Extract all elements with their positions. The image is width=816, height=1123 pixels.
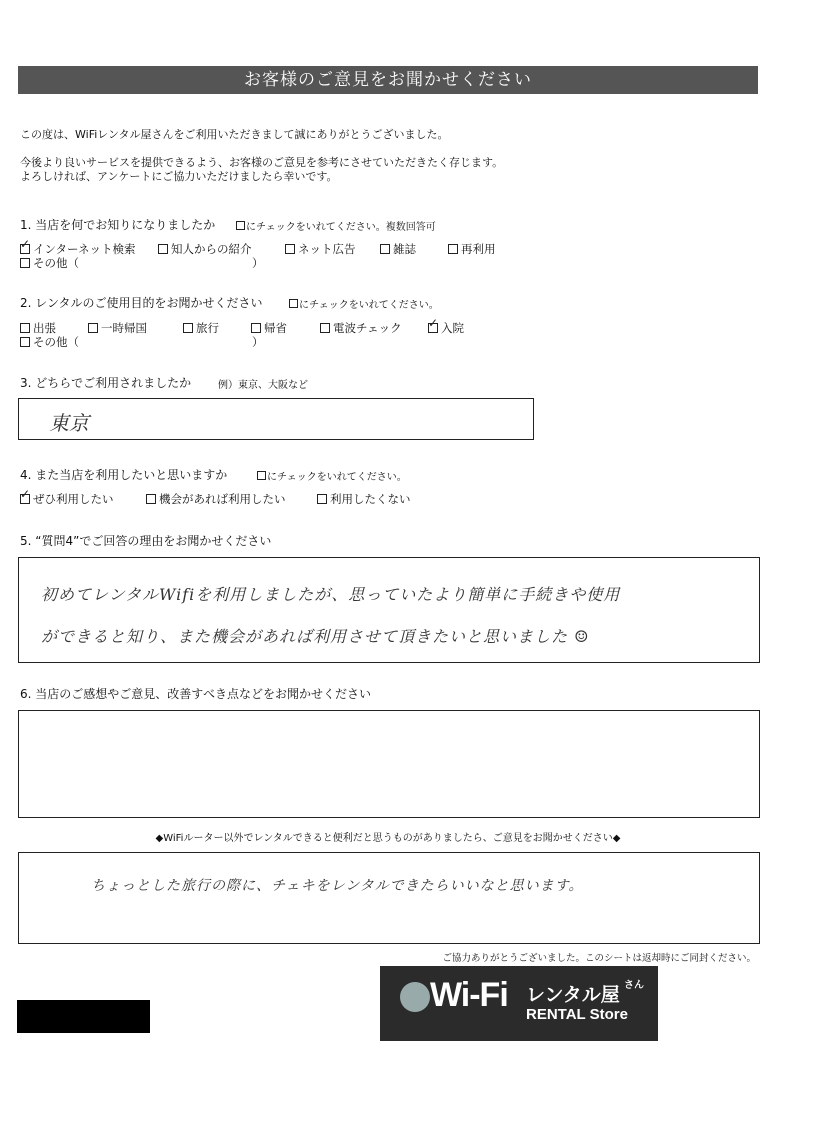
q1-option-other[interactable] <box>20 255 79 271</box>
q4-hint-text: にチェックをいれてください。 <box>267 472 407 483</box>
q2-option-travel[interactable] <box>183 320 219 336</box>
checkbox-checked-icon[interactable] <box>20 244 30 254</box>
q7-answer: ちょっとした旅行の際に、チェキをレンタルできたらいいなと思います。 <box>91 878 584 894</box>
q4-option-label: 利用したくない <box>330 492 411 506</box>
q7-title: ◆WiFiルーター以外でレンタルできると便利だと思うものがありましたら、ご意見をお聞かせください◆ <box>155 833 621 844</box>
q4-option-definitely[interactable] <box>20 491 114 507</box>
q4-option-if-chance[interactable] <box>146 491 286 507</box>
q4-option-label: 機会があれば利用したい <box>159 492 286 506</box>
q5-title: 5. “質問4”でご回答の理由をお聞かせください <box>20 534 272 548</box>
q6-answer-box[interactable] <box>18 710 760 818</box>
q3-title: 3. どちらでご利用されましたか <box>20 376 192 390</box>
checkbox-icon[interactable] <box>183 323 193 333</box>
checkbox-icon[interactable] <box>158 244 168 254</box>
q2-hint-text: にチェックをいれてください。 <box>299 300 439 311</box>
checkbox-icon[interactable] <box>20 337 30 347</box>
q5-answer-line-1: 初めてレンタルWifiを利用しましたが、思っていたより簡単に手続きや使用 <box>41 585 621 604</box>
q1-option-label: 再利用 <box>461 242 496 256</box>
checkbox-icon[interactable] <box>380 244 390 254</box>
q1-other-close: ） <box>252 256 264 270</box>
checkbox-legend-icon <box>257 471 266 480</box>
q1-title: 1. 当店を何でお知りになりましたか <box>20 218 216 232</box>
logo-store-text: RENTAL Store <box>526 1006 628 1023</box>
q2-title: 2. レンタルのご使用目的をお聞かせください <box>20 296 263 310</box>
checkbox-icon[interactable] <box>146 494 156 504</box>
q2-option-label: 一時帰国 <box>101 321 147 335</box>
checkbox-icon[interactable] <box>251 323 261 333</box>
q1-option-label: 雑誌 <box>393 242 416 256</box>
q6-title: 6. 当店のご感想やご意見、改善すべき点などをお聞かせください <box>20 687 372 701</box>
intro-line-2: 今後より良いサービスを提供できるよう、お客様のご意見を参考にさせていただきたく存じます。 <box>20 156 504 169</box>
q4-option-label: ぜひ利用したい <box>33 492 114 506</box>
q1-option-magazine[interactable] <box>380 241 416 257</box>
q1-option-referral[interactable] <box>158 241 252 257</box>
q5-answer-line-2: ができると知り、また機会があれば利用させて頂きたいと思いました ☺ <box>41 627 590 646</box>
checkbox-icon[interactable] <box>320 323 330 333</box>
intro-line-1: この度は、WiFiレンタル屋さんをご利用いただきまして誠にありがとうございました。 <box>20 128 449 141</box>
company-logo <box>380 966 658 1041</box>
logo-wifi-text: Wi-Fi <box>430 976 508 1014</box>
logo-rental-text: レンタル屋 <box>526 984 620 1006</box>
q2-other-label: その他（ <box>33 335 79 349</box>
q3-answer: 東京 <box>49 411 89 435</box>
checkbox-icon[interactable] <box>317 494 327 504</box>
q2-option-label: 電波チェック <box>333 321 402 335</box>
q7-answer-box[interactable] <box>18 852 760 944</box>
q1-hint <box>235 218 436 233</box>
q1-option-net-ad[interactable] <box>285 241 356 257</box>
logo-san-text: さん <box>624 980 644 991</box>
checkbox-icon[interactable] <box>88 323 98 333</box>
q1-other-label: その他（ <box>33 256 79 270</box>
checkbox-icon[interactable] <box>285 244 295 254</box>
q4-title: 4. また当店を利用したいと思いますか <box>20 468 228 482</box>
q2-option-hospital[interactable] <box>428 320 464 336</box>
q5-answer-box[interactable] <box>18 557 760 663</box>
q1-option-label: インターネット検索 <box>33 242 136 256</box>
footer-thanks: ご協力ありがとうございました。このシートは返却時にご同封ください。 <box>442 953 756 964</box>
q2-option-temp-return[interactable] <box>88 320 147 336</box>
q1-option-label: ネット広告 <box>298 242 356 256</box>
checkbox-checked-icon[interactable] <box>428 323 438 333</box>
redacted-block <box>17 1000 150 1033</box>
q2-option-label: 出張 <box>33 321 56 335</box>
q3-answer-box[interactable] <box>18 398 534 440</box>
q3-hint: 例）東京、大阪など <box>218 380 308 391</box>
checkbox-legend-icon <box>236 221 245 230</box>
q2-option-other[interactable] <box>20 334 79 350</box>
q2-hint <box>288 296 439 311</box>
q1-option-label: 知人からの紹介 <box>171 242 252 256</box>
checkbox-icon[interactable] <box>448 244 458 254</box>
page-title: お客様のご意見をお聞かせください <box>18 66 758 94</box>
q2-option-label: 旅行 <box>196 321 219 335</box>
q4-option-no[interactable] <box>317 491 411 507</box>
q4-hint <box>256 468 407 483</box>
intro-line-3: よろしければ、アンケートにご協力いただけましたら幸いです。 <box>20 170 338 183</box>
q2-option-label: 帰省 <box>264 321 287 335</box>
checkbox-icon[interactable] <box>20 258 30 268</box>
mascot-icon <box>400 982 430 1012</box>
checkbox-checked-icon[interactable] <box>20 494 30 504</box>
checkbox-icon[interactable] <box>20 323 30 333</box>
q1-hint-text: にチェックをいれてください。複数回答可 <box>246 222 436 233</box>
q2-option-signal-check[interactable] <box>320 320 402 336</box>
q2-option-label: 入院 <box>441 321 464 335</box>
checkbox-legend-icon <box>289 299 298 308</box>
q2-other-close: ） <box>252 335 264 349</box>
q1-option-reuse[interactable] <box>448 241 496 257</box>
